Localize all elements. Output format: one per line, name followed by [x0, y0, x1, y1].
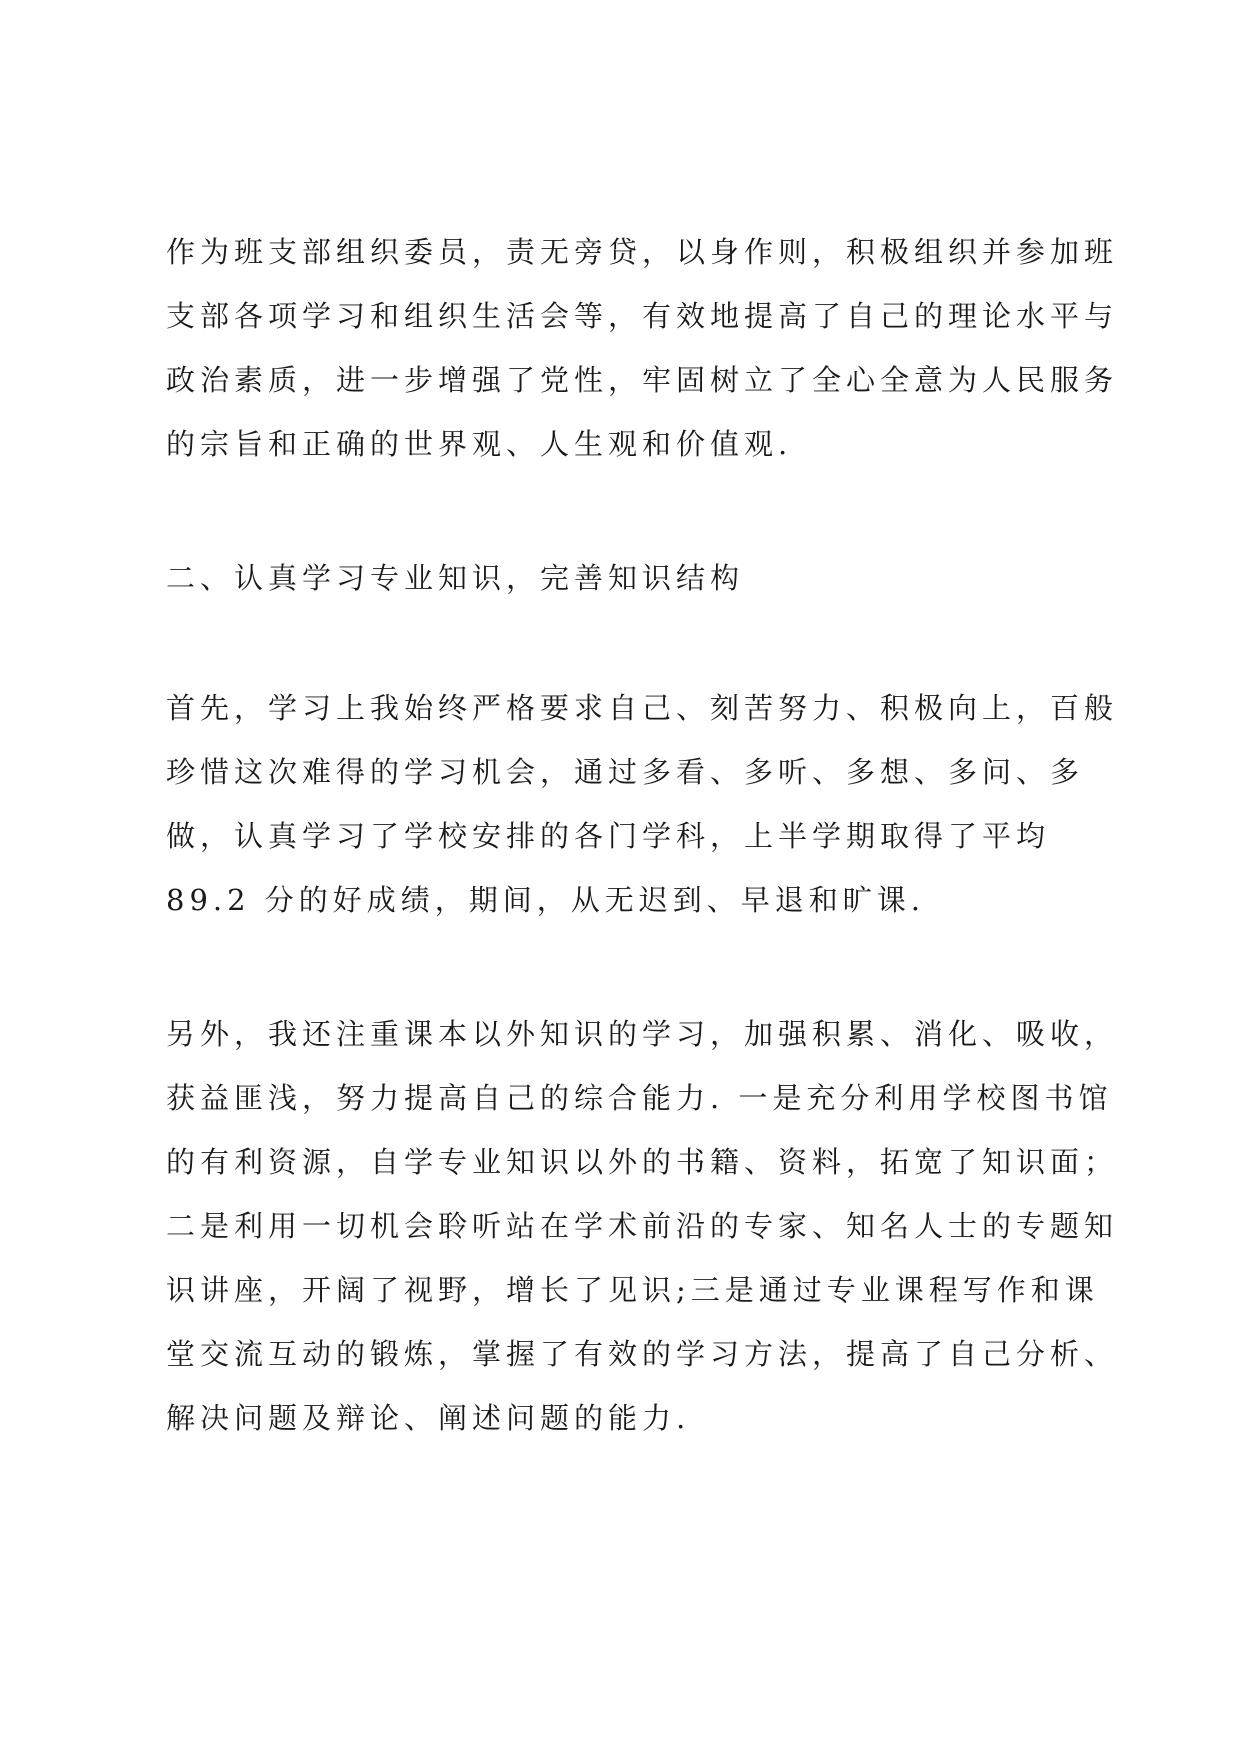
paragraph-line: 的有利资源，自学专业知识以外的书籍、资料，拓宽了知识面； — [166, 1145, 1119, 1179]
paragraph-line: 另外，我还注重课本以外知识的学习，加强积累、消化、吸收， — [166, 1017, 1119, 1051]
paragraph-line: 做，认真学习了学校安排的各门学科，上半学期取得了平均 — [166, 819, 1051, 853]
paragraph-line: 堂交流互动的锻炼，掌握了有效的学习方法，提高了自己分析、 — [166, 1337, 1119, 1371]
paragraph-line: 解决问题及辩论、阐述问题的能力. — [166, 1401, 691, 1435]
paragraph-party-duties — [166, 220, 1119, 476]
paragraph-line: 作为班支部组织委员，责无旁贷，以身作则，积极组织并参加班 — [166, 235, 1119, 269]
paragraph-line: 政治素质，进一步增强了党性，牢固树立了全心全意为人民服务 — [166, 363, 1119, 397]
section-heading-text: 二、认真学习专业知识，完善知识结构 — [166, 561, 745, 595]
paragraph-extra-learning — [166, 1002, 1119, 1450]
paragraph-line: 首先，学习上我始终严格要求自己、刻苦努力、积极向上，百般 — [166, 691, 1119, 725]
paragraph-line: 珍惜这次难得的学习机会，通过多看、多听、多想、多问、多 — [166, 755, 1085, 789]
paragraph-line: 识讲座，开阔了视野，增长了见识;三是通过专业课程写作和课 — [166, 1273, 1099, 1307]
paragraph-study-results — [166, 676, 1119, 932]
section-heading — [166, 546, 1096, 610]
paragraph-line: 支部各项学习和组织生活会等，有效地提高了自己的理论水平与 — [166, 299, 1119, 333]
paragraph-line: 获益匪浅，努力提高自己的综合能力. 一是充分利用学校图书馆 — [166, 1081, 1113, 1115]
paragraph-line: 的宗旨和正确的世界观、人生观和价值观. — [166, 427, 793, 461]
paragraph-line: 89.2 分的好成绩，期间，从无迟到、早退和旷课. — [166, 883, 926, 917]
paragraph-line: 二是利用一切机会聆听站在学术前沿的专家、知名人士的专题知 — [166, 1209, 1119, 1243]
